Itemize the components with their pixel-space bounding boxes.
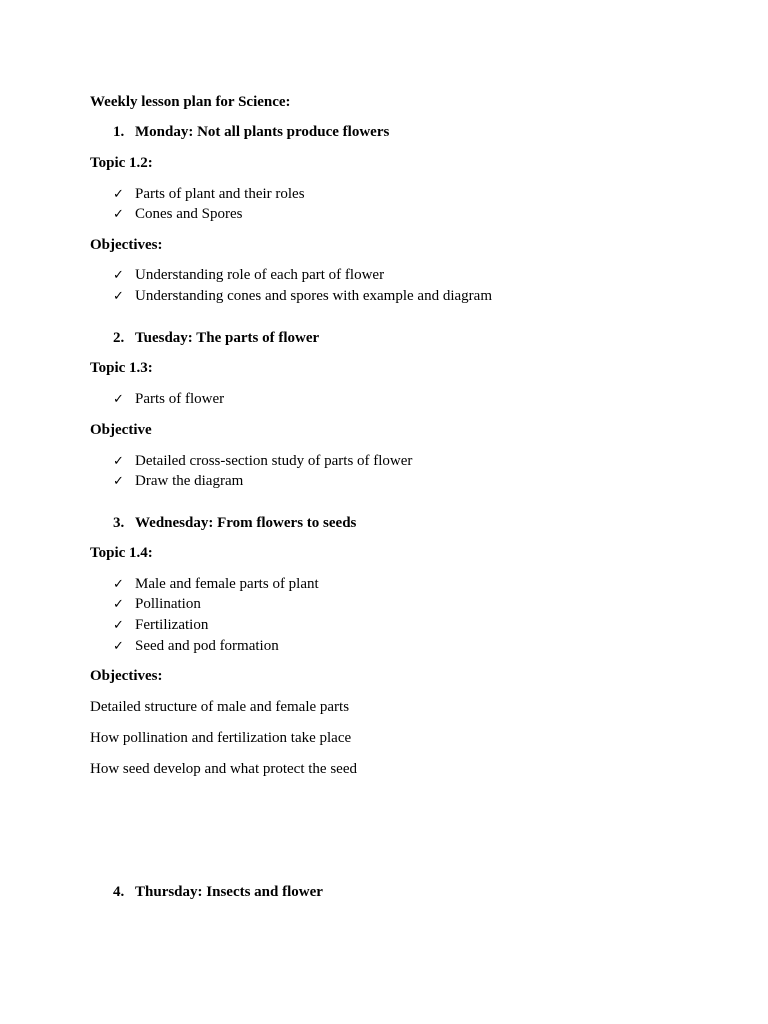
topic-list-item: ✓ Cones and Spores [113, 206, 243, 222]
section-title: Wednesday: From flowers to seeds [135, 515, 357, 531]
checkmark-icon: ✓ [113, 289, 124, 304]
section-heading [113, 123, 389, 141]
section-heading [113, 329, 319, 347]
topic-label: Topic 1.4: [90, 545, 153, 561]
checkmark-icon: ✓ [113, 392, 124, 407]
section-number: 4. [113, 884, 125, 900]
section-number: 2. [113, 330, 125, 346]
objective-paragraph: How seed develop and what protect the seed [90, 761, 357, 777]
topic-list-item: ✓ Pollination [113, 596, 201, 612]
checkmark-icon: ✓ [113, 474, 124, 489]
objectives-label: Objective [90, 422, 152, 438]
section-title: Thursday: Insects and flower [135, 884, 323, 900]
section-number: 1. [113, 124, 125, 140]
section-title: Monday: Not all plants produce flowers [135, 124, 390, 140]
checkmark-icon: ✓ [113, 454, 124, 469]
checkmark-icon: ✓ [113, 577, 124, 592]
checkmark-icon: ✓ [113, 268, 124, 283]
objective-paragraph: Detailed structure of male and female parts [90, 699, 350, 715]
objectives-label: Objectives: [90, 237, 163, 253]
section-heading [113, 514, 356, 532]
section-heading [113, 883, 323, 901]
topic-label: Topic 1.2: [90, 155, 153, 171]
checkmark-icon: ✓ [113, 618, 124, 633]
topic-list-item: ✓ Parts of plant and their roles [113, 186, 305, 202]
topic-list-item: ✓ Fertilization [113, 617, 209, 633]
checkmark-icon: ✓ [113, 597, 124, 612]
section-title: Tuesday: The parts of flower [135, 330, 320, 346]
topic-list-item: ✓ Parts of flower [113, 391, 225, 407]
objective-list-item: ✓ Understanding cones and spores with example and diagram [113, 288, 492, 304]
checkmark-icon: ✓ [113, 187, 124, 202]
objective-list-item: ✓ Detailed cross-section study of parts of flower [113, 453, 413, 469]
topic-list-item: ✓ Male and female parts of plant [113, 576, 319, 592]
checkmark-icon: ✓ [113, 639, 124, 654]
topic-list-item: ✓ Seed and pod formation [113, 638, 279, 654]
checkmark-icon: ✓ [113, 207, 124, 222]
objective-paragraph: How pollination and fertilization take place [90, 730, 352, 746]
objective-list-item: ✓ Draw the diagram [113, 473, 244, 489]
objectives-label: Objectives: [90, 668, 163, 684]
section-number: 3. [113, 515, 125, 531]
topic-label: Topic 1.3: [90, 360, 153, 376]
document-title: Weekly lesson plan for Science: [90, 94, 291, 110]
objective-list-item: ✓ Understanding role of each part of flower [113, 267, 385, 283]
